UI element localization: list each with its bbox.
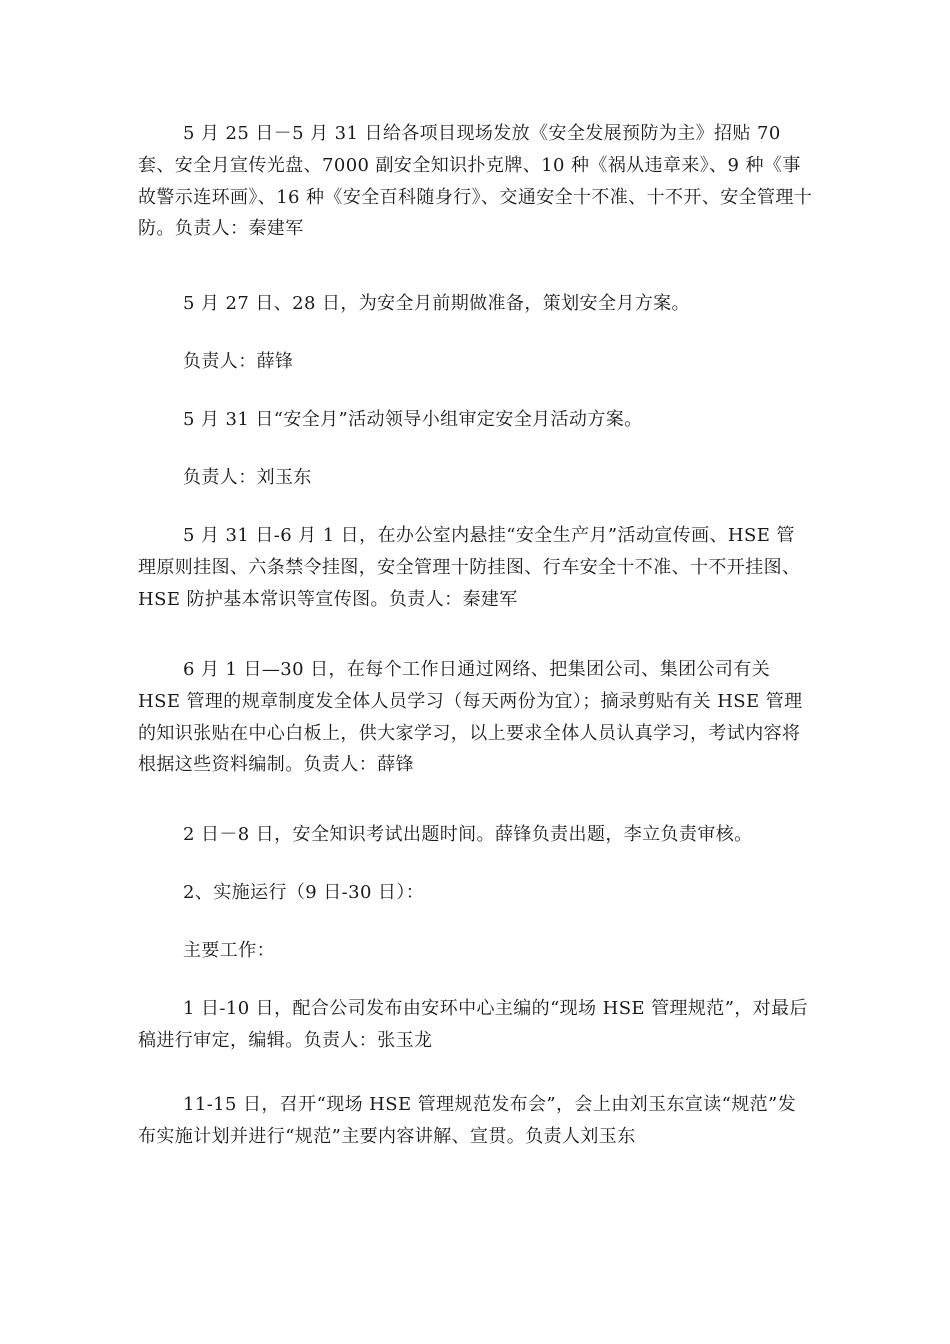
paragraph-poster-distribution: 5 月 25 日－5 月 31 日给各项目现场发放《安全发展预防为主》招贴 70 套、安全月宣传光盘、7000 副安全知识扑克牌、10 种《祸从违章来》、9 种《事故警示连环画》、16 种《安全百科随身行》、交通安全十不准、十不开、安全管理十防。负责人：秦建军 [138, 123, 813, 240]
paragraph-owner-xuefeng: 负责人：薛锋 [183, 351, 294, 372]
paragraph-release-meeting: 11-15 日，召开“现场 HSE 管理规范发布会”，会上由刘玉东宣读“规范”发布实施计划并进行“规范”主要内容讲解、宣贯。负责人刘玉东 [138, 1094, 797, 1147]
paragraph-preparation: 5 月 27 日、28 日，为安全月前期做准备，策划安全月方案。 [183, 293, 690, 314]
paragraph-daily-study: 6 月 1 日—30 日，在每个工作日通过网络、把集团公司、集团公司有关 HSE 管理的规章制度发全体人员学习（每天两份为宜）；摘录剪贴有关 HSE 管理的知识张贴在中心白板上，供大家学习，以上要求全体人员认真学习，考试内容将根据这些资料编制。负责人：薛锋 [138, 659, 803, 776]
section-heading-implementation: 2、实施运行（9 日-30 日）： [183, 882, 425, 903]
paragraph-standard-review: 1 日-10 日，配合公司发布由安环中心主编的“现场 HSE 管理规范”，对最后稿进行审定，编辑。负责人：张玉龙 [138, 998, 808, 1051]
paragraph-owner-liuyudong: 负责人：刘玉东 [183, 467, 312, 488]
paragraph-office-posters: 5 月 31 日-6 月 1 日，在办公室内悬挂“安全生产月”活动宣传画、HSE 管理原则挂图、六条禁令挂图，安全管理十防挂图、行车安全十不准、十不开挂图、HSE 防护基本常识等宣传图。负责人：秦建军 [138, 525, 801, 610]
paragraph-exam-preparation: 2 日－8 日，安全知识考试出题时间。薛锋负责出题，李立负责审核。 [183, 824, 753, 845]
paragraph-plan-review: 5 月 31 日“安全月”活动领导小组审定安全月活动方案。 [183, 409, 643, 430]
subheading-main-work: 主要工作： [183, 940, 275, 961]
